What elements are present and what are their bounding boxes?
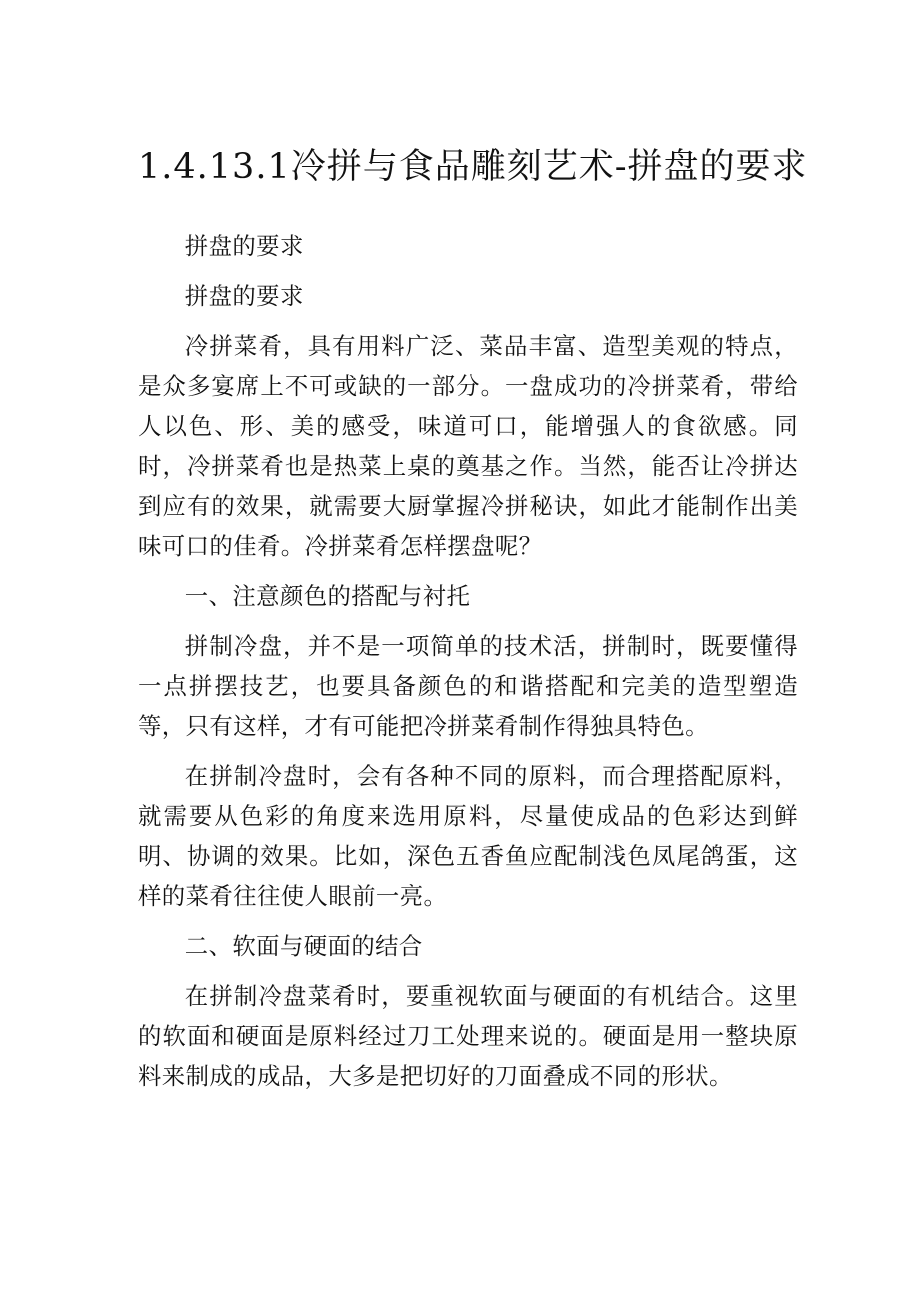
document-title: 1.4.13.1冷拼与食品雕刻艺术-拼盘的要求 — [138, 147, 808, 187]
document-body — [138, 226, 798, 1096]
paragraph-color-2: 在拼制冷盘时，会有各种不同的原料，而合理搭配原料，就需要从色彩的角度来选用原料，尽量使成品的色彩达到鲜明、协调的效果。比如，深色五香鱼应配制浅色凤尾鸽蛋，这样的菜肴往往使人眼前一亮。 — [138, 762, 798, 910]
paragraph-heading: 拼盘的要求 — [184, 232, 304, 260]
paragraph-texture: 在拼制冷盘菜肴时，要重视软面与硬面的有机结合。这里的软面和硬面是原料经过刀工处理来说的。硬面是用一整块原料来制成的成品，大多是把切好的刀面叠成不同的形状。 — [138, 982, 798, 1090]
section-heading-texture: 二、软面与硬面的结合 — [184, 932, 423, 960]
paragraph-color-1: 拼制冷盘，并不是一项简单的技术活，拼制时，既要懂得一点拼摆技艺，也要具备颜色的和谐搭配和完美的造型塑造等，只有这样，才有可能把冷拼菜肴制作得独具特色。 — [138, 632, 798, 740]
section-heading-color: 一、注意颜色的搭配与衬托 — [184, 582, 471, 610]
paragraph-subheading: 拼盘的要求 — [184, 282, 304, 310]
paragraph-intro: 冷拼菜肴，具有用料广泛、菜品丰富、造型美观的特点，是众多宴席上不可或缺的一部分。一盘成功的冷拼菜肴，带给人以色、形、美的感受，味道可口，能增强人的食欲感。同时，冷拼菜肴也是热菜上桌的奠基之作。当然，能否让冷拼达到应有的效果，就需要大厨掌握冷拼秘诀，如此才能制作出美味可口的佳肴。冷拼菜肴怎样摆盘呢？ — [138, 332, 798, 560]
